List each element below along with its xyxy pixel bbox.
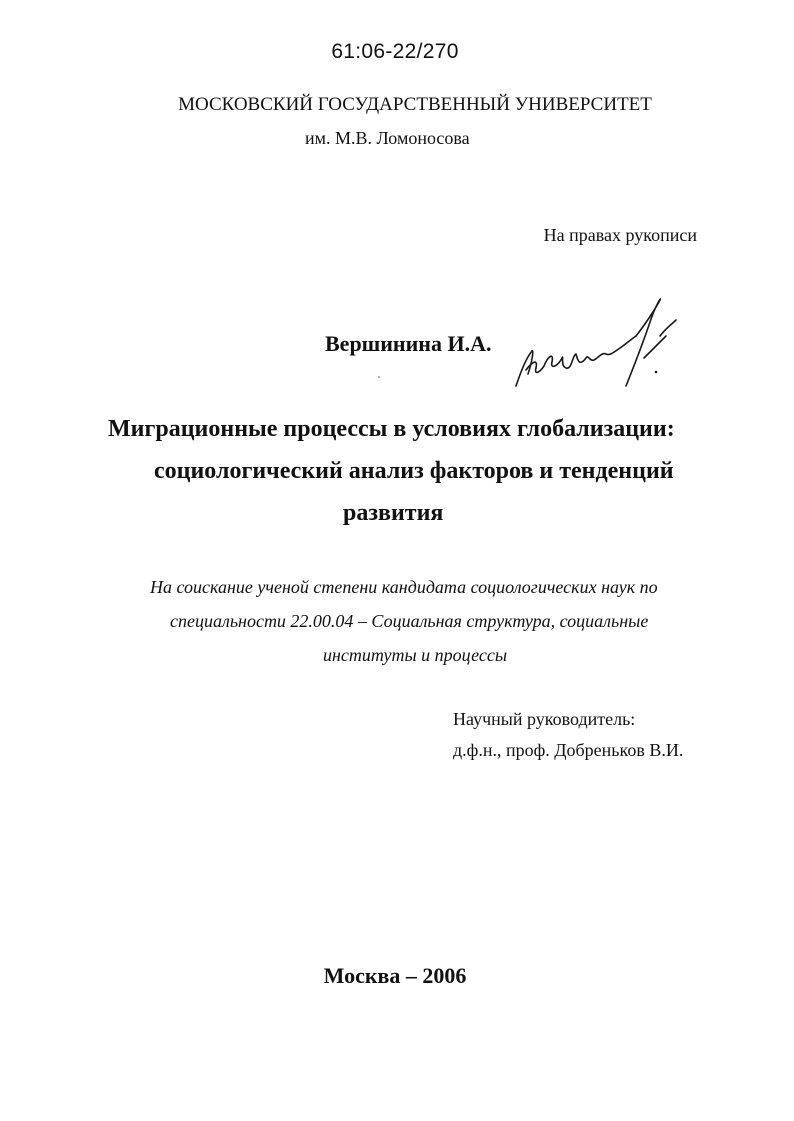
degree-line: На соискание ученой степени кандидата социологических наук по: [150, 577, 658, 597]
title-line: развития: [343, 500, 444, 526]
title-line: социологический анализ факторов и тенденций: [154, 458, 674, 484]
author-name: Вершинина И.А.: [325, 331, 492, 356]
stray-mark: [378, 376, 380, 378]
catalog-code: 61:06-22/270: [331, 40, 459, 63]
title-line: Миграционные процессы в условиях глобализации:: [108, 416, 675, 442]
advisor-block: [453, 704, 683, 766]
university-subtitle: им. М.В. Ломоносова: [305, 128, 470, 148]
manuscript-note: На правах рукописи: [543, 225, 697, 245]
advisor-label: Научный руководитель:: [453, 709, 636, 729]
degree-line: институты и процессы: [323, 645, 508, 665]
degree-line: специальности 22.00.04 – Социальная структура, социальные: [170, 611, 649, 631]
university-name: МОСКОВСКИЙ ГОСУДАРСТВЕННЫЙ УНИВЕРСИТЕТ: [178, 94, 652, 115]
handwritten-signature: [510, 296, 685, 396]
city-year: Москва – 2006: [323, 963, 467, 988]
advisor-name: д.ф.н., проф. Добреньков В.И.: [453, 740, 684, 760]
